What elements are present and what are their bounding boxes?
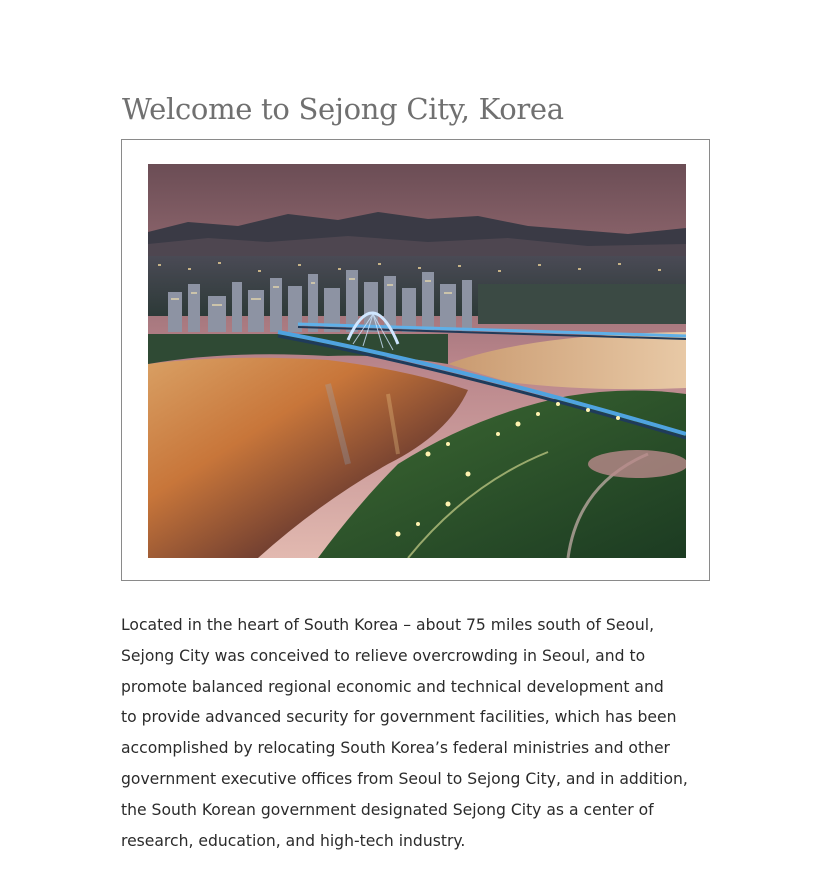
intro-line: the South Korean government designated Sejong City as a center of [121, 800, 654, 819]
photo-frame [121, 139, 710, 581]
intro-line: Located in the heart of South Korea – about 75 miles south of Seoul, [121, 616, 655, 634]
sejong-city-aerial-photo [148, 164, 686, 558]
intro-line: accomplished by relocating South Korea’s federal ministries and other [121, 739, 670, 758]
intro-line: to provide advanced security for government facilities, which has been [121, 708, 677, 727]
intro-paragraph [121, 610, 721, 856]
intro-line: promote balanced regional economic and technical development and [121, 677, 664, 696]
intro-line: research, education, and high-tech industry. [121, 831, 466, 850]
intro-line: government executive offices from Seoul to Sejong City, and in addition, [121, 769, 688, 788]
page-title: Welcome to Sejong City, Korea [122, 92, 564, 126]
intro-line: Sejong City was conceived to relieve overcrowding in Seoul, and to [121, 646, 646, 665]
